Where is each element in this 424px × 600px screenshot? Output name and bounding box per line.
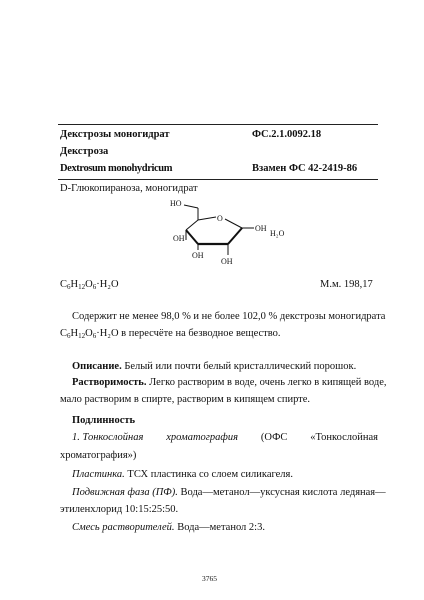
- ring-c5-o-bond: [198, 217, 216, 220]
- identification-item-1-line-2: хроматография»): [60, 450, 137, 461]
- ho-top-label: HO: [170, 199, 182, 208]
- molecular-formula: $C_6H_{12}O_6\cdot H_2O$: [60, 279, 119, 291]
- ring-c1-c2-bond: [228, 228, 242, 244]
- chemical-name: D-Глюкопираноза, моногидрат: [60, 183, 198, 194]
- glucose-structure-diagram: [150, 190, 270, 272]
- mobile-phase-paragraph: Подвижная фаза (ПФ). Вода—метанол—уксусная кислота ледяная—: [72, 487, 386, 498]
- ring-c3-c4-bond: [186, 230, 198, 244]
- solvent-mixture-paragraph: Смесь растворителей. Вода—метанол 2:3.: [72, 522, 265, 533]
- ring-o-c1-bond: [225, 219, 242, 228]
- identification-item-1: 1. Тонкослойная хроматография (ОФС «Тонкослойная: [72, 432, 378, 443]
- water-label: H₂O: [270, 229, 285, 238]
- latin-name: Dextrosum monohydricum: [60, 163, 173, 174]
- ring-c4-c5-bond: [186, 220, 198, 230]
- page-number: 3765: [202, 574, 217, 583]
- plate-paragraph: Пластинка. ТСХ пластинка со слоем силикагеля.: [72, 469, 294, 480]
- header-top-rule: [58, 124, 378, 125]
- content-line-2: $C_6H_{12}O_6\cdot H_2O$ в пересчёте на безводное вещество.: [60, 328, 281, 340]
- mobile-phase-line-2: этиленхлорид 10:15:25:50.: [60, 504, 179, 515]
- identification-heading: Подлинность: [72, 415, 136, 426]
- monograph-synonym: Декстроза: [60, 146, 109, 157]
- ch2oh-bond: [184, 205, 198, 208]
- header-bottom-rule: [58, 179, 378, 180]
- monograph-code: ФС.2.1.0092.18: [252, 129, 322, 140]
- oh-bottom-label: OH: [221, 257, 233, 266]
- replaces-note: Взамен ФС 42-2419-86: [252, 163, 358, 174]
- ring-oxygen-label: O: [217, 214, 223, 223]
- oh-left-label: OH: [173, 234, 185, 243]
- content-line-1: Содержит не менее 98,0 % и не более 102,0 % декстрозы моногидрата: [72, 311, 386, 322]
- description-paragraph: Описание. Белый или почти белый кристаллический порошок.: [72, 361, 357, 372]
- oh-mid-label: OH: [192, 251, 204, 260]
- solubility-line-2: мало растворим в спирте, растворим в кипящем спирте.: [60, 394, 311, 405]
- molecular-mass: М.м. 198,17: [320, 279, 373, 290]
- oh-right-label: OH: [255, 224, 267, 233]
- solubility-paragraph: Растворимость. Легко растворим в воде, очень легко в кипящей воде,: [72, 377, 387, 388]
- monograph-title: Декстрозы моногидрат: [60, 129, 170, 140]
